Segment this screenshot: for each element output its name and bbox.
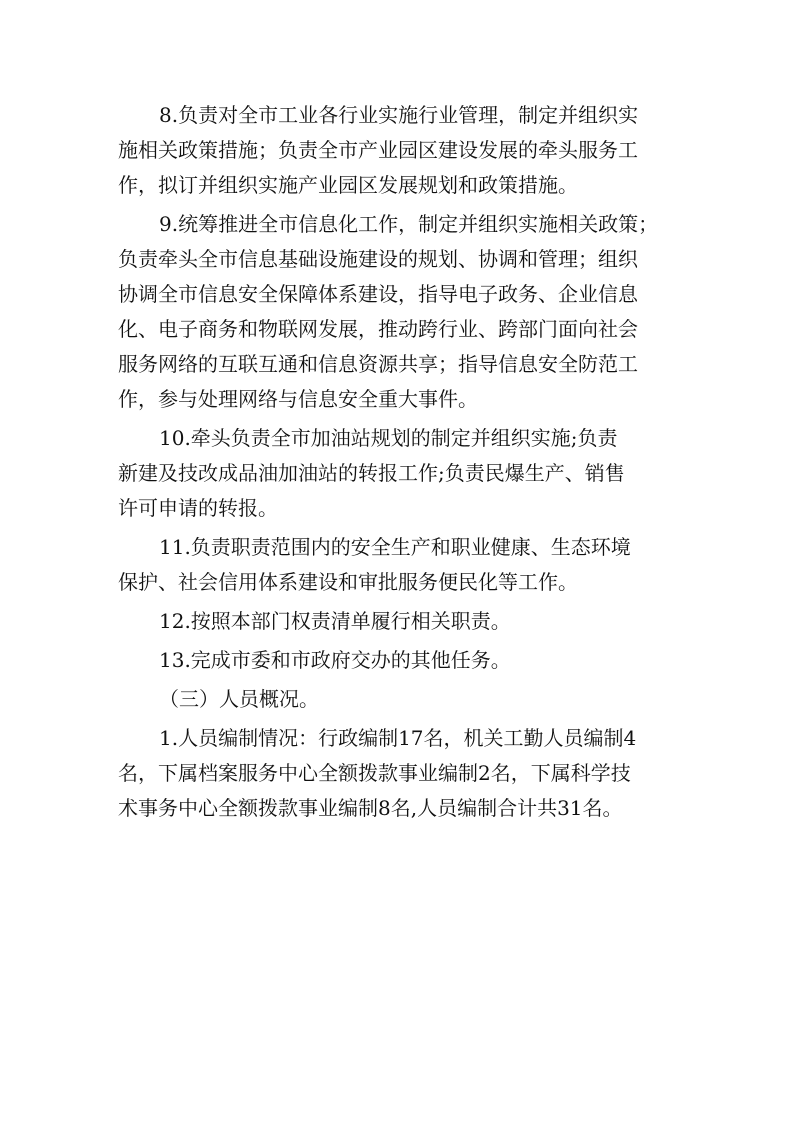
paragraph-item-9 [118, 207, 678, 417]
paragraph-line: 作，拟订并组织实施产业园区发展规划和政策措施。 [118, 173, 578, 197]
paragraph-line: 服务网络的互联互通和信息资源共享；指导信息安全防范工 [118, 352, 638, 376]
paragraph-line: 1.人员编制情况：行政编制17名，机关工勤人员编制4 [159, 726, 637, 750]
paragraph-line: 名，下属档案服务中心全额拨款事业编制2名，下属科学技 [118, 761, 631, 785]
paragraph-line: 术事务中心全额拨款事业编制8名,人员编制合计共31名。 [118, 796, 623, 820]
paragraph-item-10 [118, 421, 678, 526]
paragraph-item-12 [118, 604, 678, 639]
paragraph-line: 8.负责对全市工业各行业实施行业管理，制定并组织实 [159, 103, 639, 127]
paragraph-line: 化、电子商务和物联网发展，推动跨行业、跨部门面向社会 [118, 317, 638, 341]
paragraph-line: 作，参与处理网络与信息安全重大事件。 [118, 387, 478, 411]
paragraph-line: 许可申请的转报。 [118, 496, 278, 520]
paragraph-line: 施相关政策措施；负责全市产业园区建设发展的牵头服务工 [118, 138, 638, 162]
paragraph-line: 9.统筹推进全市信息化工作，制定并组织实施相关政策； [159, 212, 659, 236]
section-heading: （三）人员概况。 [159, 687, 319, 711]
section-heading-staff-overview [118, 682, 678, 717]
paragraph-line: 13.完成市委和市政府交办的其他任务。 [159, 648, 511, 672]
paragraph-line: 协调全市信息安全保障体系建设，指导电子政务、企业信息 [118, 282, 638, 306]
document-body [118, 98, 678, 826]
paragraph-line: 负责牵头全市信息基础设施建设的规划、协调和管理；组织 [118, 247, 638, 271]
paragraph-line: 保护、社会信用体系建设和审批服务便民化等工作。 [118, 570, 578, 594]
paragraph-staffing [118, 721, 678, 826]
paragraph-line: 10.牵头负责全市加油站规划的制定并组织实施;负责 [159, 426, 618, 450]
paragraph-item-8 [118, 98, 678, 203]
paragraph-line: 新建及技改成品油加油站的转报工作;负责民爆生产、销售 [118, 461, 625, 485]
paragraph-line: 11.负责职责范围内的安全生产和职业健康、生态环境 [159, 535, 631, 559]
paragraph-line: 12.按照本部门权责清单履行相关职责。 [159, 609, 511, 633]
paragraph-item-13 [118, 643, 678, 678]
paragraph-item-11 [118, 530, 678, 600]
